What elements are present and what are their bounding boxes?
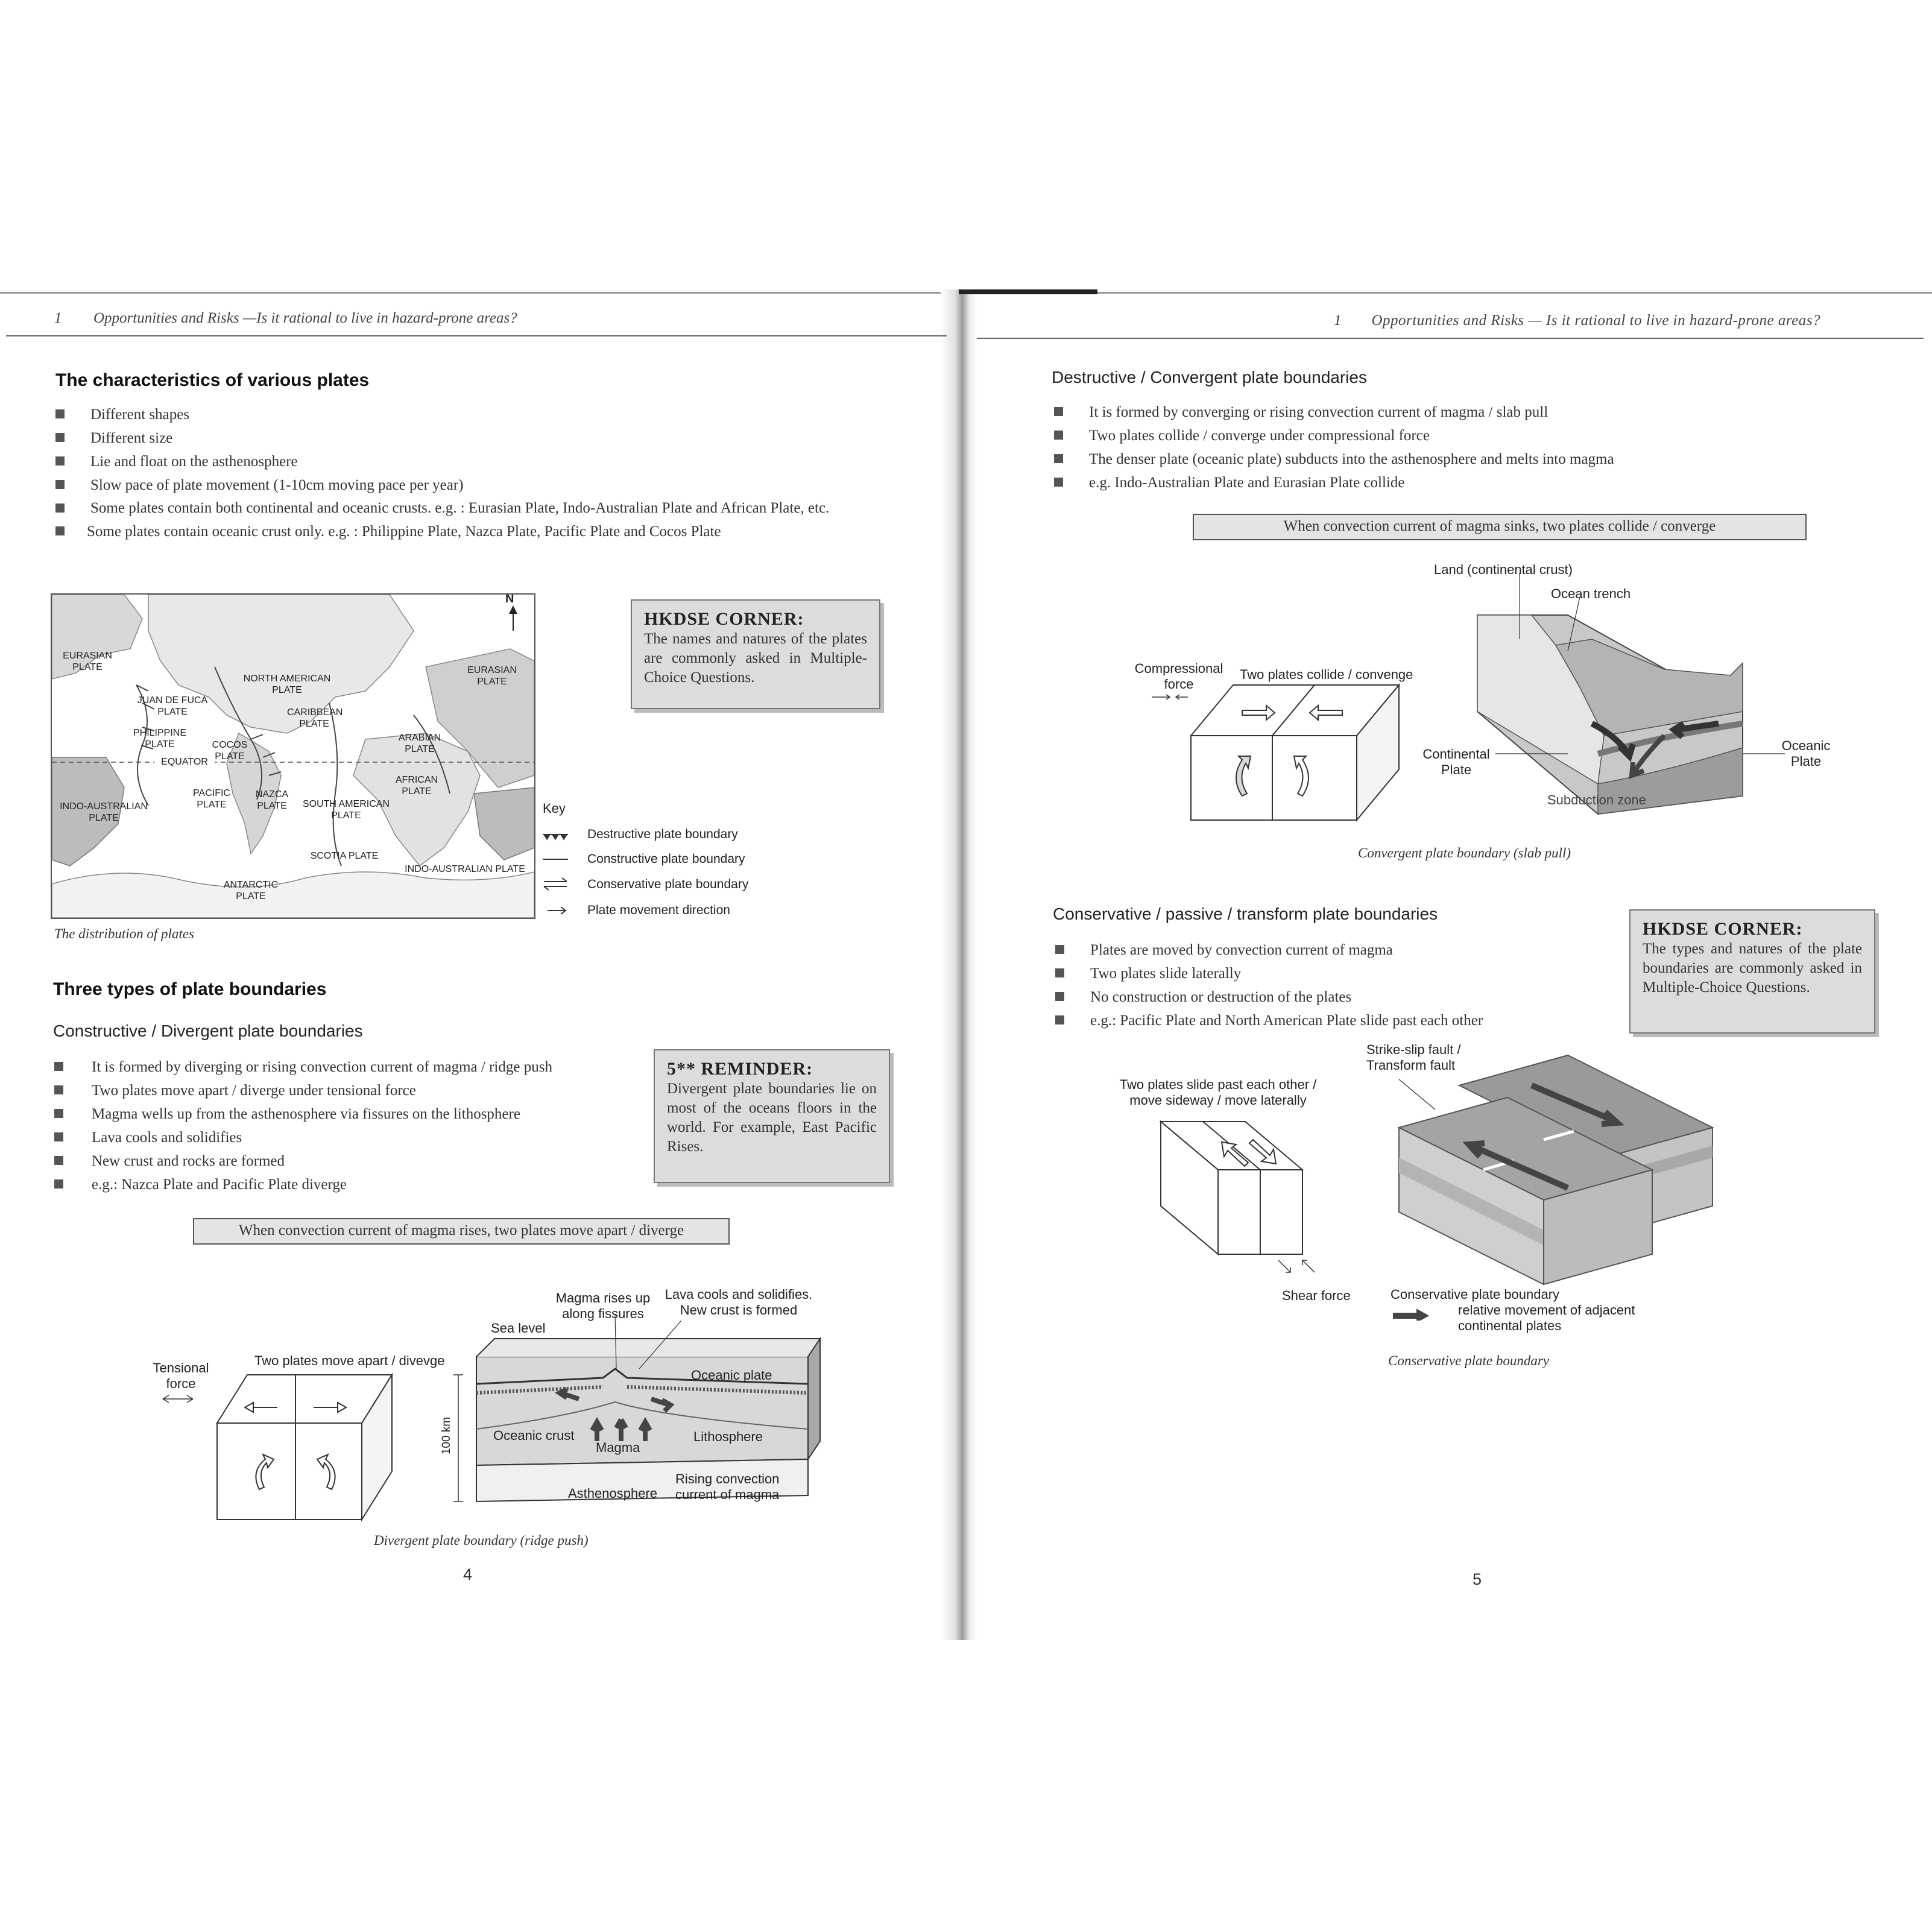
strike-slip-label: Strike-slip fault / Transform fault: [1366, 1042, 1461, 1073]
destructive-list: [1050, 400, 1834, 494]
book-spine-shadow: [941, 289, 977, 1640]
convergent-caption: Convergent plate boundary (slab pull): [1358, 845, 1571, 860]
conservative-caption: Conservative plate boundary: [1388, 1353, 1550, 1368]
left-header-rule: [6, 335, 947, 336]
right-header-number: 1: [1334, 312, 1342, 329]
lava-cools-label: Lava cools and solidifies. New crust is formed: [665, 1287, 813, 1318]
map-key-constructive: Constructive plate boundary: [587, 852, 745, 866]
list-item: Different size: [52, 426, 908, 450]
collide-label: Two plates collide / convenge: [1240, 667, 1413, 682]
list-item: No construction or destruction of the plates: [1052, 985, 1594, 1009]
map-label-eurasian-w: EURASIAN PLATE: [63, 651, 112, 672]
map-label-cocos: COCOS PLATE: [212, 740, 248, 762]
map-label-north-american: NORTH AMERICAN PLATE: [243, 674, 331, 695]
magma-label: Magma: [596, 1440, 640, 1455]
shear-force-label: Shear force: [1282, 1288, 1351, 1303]
divergent-diagram: [145, 1278, 844, 1532]
characteristics-list: [52, 403, 908, 543]
right-running-header: [1334, 312, 1913, 329]
legend-title-label: Conservative plate boundary: [1391, 1287, 1560, 1302]
list-item: Lie and float on the asthenosphere: [52, 450, 908, 473]
map-label-arabian: ARABIAN PLATE: [398, 733, 441, 754]
list-item: e.g.: Pacific Plate and North American Plate slide past each other: [1052, 1009, 1594, 1032]
spine-top-bar: [959, 289, 1097, 294]
map-label-eurasian-e: EURASIAN PLATE: [467, 665, 517, 687]
hkdse-corner-title: HKDSE CORNER:: [644, 609, 804, 629]
map-label-equator: EQUATOR: [154, 756, 215, 768]
map-label-indo-australian-e: INDO-AUSTRALIAN PLATE: [405, 864, 525, 874]
section-title-three-types: Three types of plate boundaries: [53, 979, 327, 999]
convergent-caption-box: When convection current of magma sinks, two plates collide / converge: [1193, 514, 1807, 540]
left-page-top-edge: [0, 292, 959, 294]
hkdse-corner-body: The names and natures of the plates are commonly asked in Multiple-Choice Questions.: [644, 631, 867, 686]
continental-plate-label: Continental Plate: [1422, 747, 1490, 777]
divergent-caption: Divergent plate boundary (ridge push): [374, 1533, 589, 1548]
left-page-number: 4: [463, 1565, 473, 1583]
map-caption: The distribution of plates: [54, 926, 194, 941]
reminder-body: Divergent plate boundaries lie on most of the oceans floors in the world. For example, East Pacific Rises.: [667, 1081, 877, 1155]
constructive-list: [51, 1055, 630, 1196]
list-item: New crust and rocks are formed: [51, 1149, 630, 1173]
hkdse-corner-box: [1629, 909, 1875, 1034]
map-label-juan-de-fuca: JUAN DE FUCA PLATE: [137, 695, 208, 717]
list-item: Two plates move apart / diverge under tensional force: [51, 1079, 630, 1102]
map-key-conservative: Conservative plate boundary: [587, 877, 749, 891]
right-page-number: 5: [1473, 1570, 1482, 1588]
list-item: Plates are moved by convection current of magma: [1052, 938, 1594, 962]
compressional-force-label: Compressional force: [1134, 661, 1223, 692]
map-key-title: Key: [543, 801, 566, 816]
land-label: Land (continental crust): [1434, 562, 1573, 577]
conservative-diagram: [1097, 1037, 1761, 1333]
right-header-rule: [977, 338, 1924, 339]
reminder-box: [654, 1049, 890, 1183]
list-item: Some plates contain oceanic crust only. e.g. : Philippine Plate, Nazca Plate, Pacific Plate and Cocos Plate: [52, 520, 908, 543]
map-key-symbols: [541, 825, 572, 945]
ocean-trench-label: Ocean trench: [1551, 586, 1631, 601]
map-label-nazca: NAZCA PLATE: [255, 789, 289, 811]
tensional-force-label: Tensional force: [153, 1360, 209, 1391]
left-header-text: Opportunities and Risks —Is it rational to live in hazard-prone areas?: [93, 310, 517, 326]
map-label-scotia: SCOTIA PLATE: [310, 851, 379, 861]
depth-label: 100 km: [440, 1416, 453, 1455]
list-item: Magma wells up from the asthenosphere via fissures on the lithosphere: [51, 1102, 630, 1126]
list-item: Two plates collide / converge under compressional force: [1050, 424, 1834, 447]
hkdse-corner-box: [631, 599, 880, 709]
divergent-caption-box: When convection current of magma rises, two plates move apart / diverge: [193, 1218, 730, 1245]
asthenosphere-label: Asthenosphere: [568, 1486, 657, 1501]
legend-arrow-label: relative movement of adjacent continental plates: [1458, 1302, 1635, 1333]
list-item: e.g.: Nazca Plate and Pacific Plate diverge: [51, 1173, 630, 1196]
oceanic-plate-label: Oceanic plate: [691, 1368, 772, 1383]
list-item: Different shapes: [52, 403, 908, 426]
map-key-movement: Plate movement direction: [587, 903, 730, 917]
destructive-title: Destructive / Convergent plate boundaries: [1052, 368, 1367, 387]
list-item: Slow pace of plate movement (1-10cm moving pace per year): [52, 473, 908, 497]
section-title-characteristics: The characteristics of various plates: [55, 370, 370, 390]
reminder-title: 5** REMINDER:: [667, 1059, 813, 1079]
hkdse-corner-body: The types and natures of the plate boundaries are commonly asked in Multiple-Choice Questions.: [1643, 941, 1862, 996]
map-label-indo-australian-w: INDO-AUSTRALIAN PLATE: [60, 801, 148, 823]
oceanic-crust-label: Oceanic crust: [493, 1428, 575, 1443]
conservative-title: Conservative / passive / transform plate boundaries: [1053, 904, 1438, 923]
convergent-diagram-svg: [1122, 555, 1833, 844]
move-apart-label: Two plates move apart / divevge: [254, 1353, 445, 1368]
left-running-header: [54, 310, 898, 327]
right-page-top-edge: [965, 292, 1932, 294]
list-item: It is formed by converging or rising convection current of magma / slab pull: [1050, 400, 1834, 424]
right-header-text: Opportunities and Risks — Is it rational to live in hazard-prone areas?: [1371, 312, 1821, 329]
list-item: Two plates slide laterally: [1052, 962, 1594, 985]
map-label-south-american: SOUTH AMERICAN PLATE: [302, 799, 390, 821]
subduction-zone-label: Subduction zone: [1547, 792, 1646, 807]
map-label-african: AFRICAN PLATE: [395, 775, 438, 797]
magma-rises-label: Magma rises up along fissures: [555, 1290, 651, 1321]
list-item: Lava cools and solidifies: [51, 1126, 630, 1149]
left-header-number: 1: [54, 310, 62, 326]
rising-convection-label: Rising convection current of magma: [675, 1471, 780, 1502]
map-key-destructive: Destructive plate boundary: [587, 827, 738, 841]
list-item: The denser plate (oceanic plate) subducts into the asthenosphere and melts into magma: [1050, 447, 1834, 471]
map-label-pacific: PACIFIC PLATE: [193, 788, 230, 810]
oceanic-plate-label: Oceanic Plate: [1781, 738, 1831, 769]
map-label-antarctic: ANTARCTIC PLATE: [223, 880, 279, 901]
list-item: Some plates contain both continental and oceanic crusts. e.g. : Eurasian Plate, Indo-Australian Plate and African Plate, etc.: [52, 497, 908, 520]
list-item: e.g. Indo-Australian Plate and Eurasian Plate collide: [1050, 471, 1834, 494]
hkdse-corner-title: HKDSE CORNER:: [1643, 919, 1803, 939]
list-item: It is formed by diverging or rising convection current of magma / ridge push: [51, 1055, 630, 1079]
lithosphere-label: Lithosphere: [693, 1429, 763, 1444]
plate-map: [51, 593, 535, 919]
map-label-caribbean: CARIBBEAN PLATE: [287, 707, 343, 729]
sea-level-label: Sea level: [491, 1321, 546, 1336]
constructive-title: Constructive / Divergent plate boundaries: [53, 1021, 363, 1040]
conservative-list: [1052, 938, 1594, 1032]
map-north-label: N: [505, 593, 514, 605]
convergent-diagram: [1122, 555, 1833, 844]
slide-past-label: Two plates slide past each other / move sideway / move laterally: [1119, 1077, 1317, 1108]
map-label-philippine: PHILIPPINE PLATE: [133, 728, 187, 750]
